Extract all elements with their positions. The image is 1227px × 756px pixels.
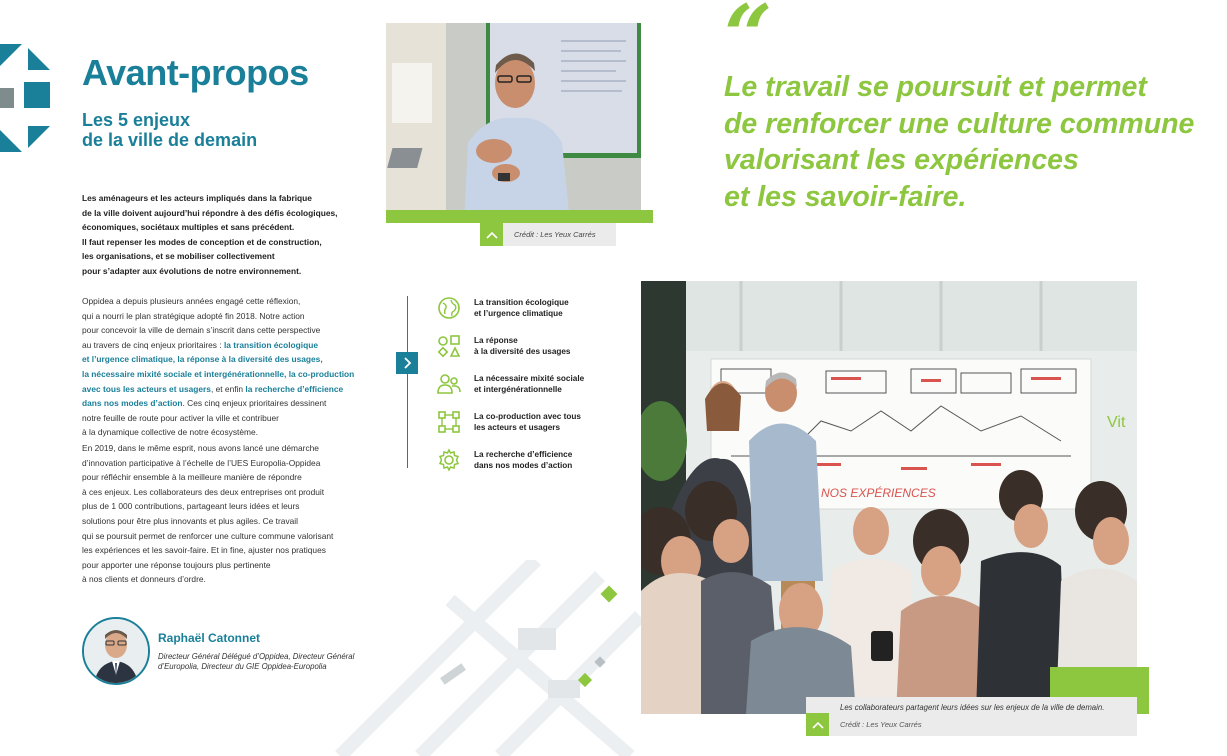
highlight-text: et l’urgence climatique — [82, 354, 173, 365]
issues-arrow-button[interactable] — [396, 352, 418, 374]
pull-quote — [724, 69, 1194, 215]
quote-line: valorisant les expériences — [724, 144, 1079, 177]
body-line — [82, 382, 382, 397]
body-text: , et enfin — [210, 383, 246, 394]
body-line: solutions pour être plus innovants et plus agiles. Ce travail — [82, 515, 299, 526]
issue-label: La transition écologique et l’urgence climatique — [474, 298, 569, 318]
separator-text: , — [284, 368, 289, 379]
shapes-icon — [436, 333, 462, 359]
issues-vertical-line — [407, 296, 408, 468]
intro-line: pour s’adapter aux évolutions de notre environnement. — [82, 265, 302, 276]
highlight-text: la co-production — [288, 368, 355, 379]
subtitle-line-2: de la ville de demain — [82, 130, 258, 150]
globe-icon — [436, 295, 462, 321]
chevron-right-icon — [402, 357, 412, 369]
body-line: notre feuille de route pour activer la ville et contribuer — [82, 412, 279, 423]
quote-line: de renforcer une culture commune — [724, 107, 1195, 140]
photo1-credit: Crédit : Les Yeux Carrés — [514, 230, 596, 239]
gear-icon — [436, 447, 462, 473]
photo2-caption-box — [806, 697, 1137, 736]
body-line — [82, 396, 382, 411]
subtitle-line-1: Les 5 enjeux — [82, 110, 191, 130]
body-text: . Ces cinq enjeux prioritaires dessinent — [182, 398, 327, 409]
body-line: Oppidea a depuis plusieurs années engagé cette réflexion, — [82, 296, 301, 306]
green-accent-bar — [386, 210, 653, 223]
oppidea-logo-mark — [0, 42, 52, 154]
body-line: qui a nourri le plan stratégique adopté fin 2018. Notre action — [82, 310, 305, 321]
highlight-text: la recherche d’efficience — [245, 383, 344, 394]
highlight-text: dans nos modes d’action — [82, 398, 183, 409]
workshop-illustration — [641, 281, 1137, 714]
intro-line: les organisations, et se mobiliser collectivement — [82, 251, 275, 262]
author-role-line: Directeur Général Délégué d’Oppidea, Directeur Général — [158, 652, 355, 661]
photo1-credit-box — [480, 223, 616, 246]
body-line: à la dynamique collective de notre écosystème. — [82, 427, 258, 438]
issue-label: La recherche d’efficience dans nos modes d’action — [474, 450, 573, 470]
body-line: les expériences et les savoir-faire. Et in fine, ajuster nos pratiques — [82, 545, 326, 556]
photo2-caption: Les collaborateurs partagent leurs idées sur les enjeux de la ville de demain. — [840, 703, 1105, 712]
body-line: pour réfléchir ensemble à la meilleure manière de répondre — [82, 472, 302, 483]
intro-line: Il faut repenser les modes de conception et de construction, — [82, 236, 322, 247]
intro-paragraph — [82, 191, 382, 279]
quote-line: Le travail se poursuit et permet — [724, 71, 1147, 103]
highlight-text: avec tous les acteurs et usagers — [82, 383, 211, 394]
author-avatar — [82, 617, 150, 685]
issue-item — [436, 289, 606, 327]
intro-line: Les aménageurs et les acteurs impliqués dans la fabrique — [82, 193, 312, 203]
body-line: pour apporter une réponse toujours plus pertinente — [82, 559, 271, 570]
body-line — [82, 367, 382, 382]
separator-text: , — [320, 354, 323, 365]
quote-mark: “ — [724, 0, 773, 85]
issue-label: La co-production avec tous les acteurs et usagers — [474, 412, 581, 432]
speaker-photo — [386, 23, 641, 223]
body-paragraph-1 — [82, 294, 382, 440]
wall-text: Vit — [1107, 414, 1126, 431]
issue-item — [436, 327, 606, 365]
page-subtitle — [82, 110, 257, 150]
chevron-up-icon — [480, 223, 503, 246]
decorative-grid-pattern — [300, 560, 650, 756]
issue-item — [436, 441, 606, 479]
issue-label: La réponse à la diversité des usages — [474, 336, 571, 356]
body-line: d’innovation participative à l’échelle de l’UES Europolia-Oppidea — [82, 457, 321, 468]
separator-text: , — [172, 354, 178, 365]
body-line: pour concevoir la ville de demain s’inscrit dans cette perspective — [82, 325, 321, 336]
body-line — [82, 338, 382, 353]
speaker-illustration — [386, 23, 641, 223]
issues-list — [436, 289, 606, 479]
person-portrait-icon — [84, 619, 148, 683]
body-line: qui se poursuit permet de renforcer une culture commune valorisant — [82, 530, 334, 541]
author-name: Raphaël Catonnet — [158, 631, 261, 645]
issue-item — [436, 365, 606, 403]
author-role-line: d’Europolia, Directeur du GIE Oppidea-Europolia — [158, 662, 327, 671]
body-text: au travers de cinq enjeux prioritaires : — [82, 339, 224, 350]
body-line: à nos clients et donneurs d’ordre. — [82, 574, 206, 585]
intro-line: de la ville doivent aujourd’hui répondre à des défis écologiques, — [82, 207, 338, 218]
network-icon — [436, 409, 462, 435]
body-line: En 2019, dans le même esprit, nous avons lancé une démarche — [82, 443, 319, 453]
highlight-text: la nécessaire mixité sociale et intergénérationnelle — [82, 368, 285, 379]
intro-line: économiques, sociétaux multiples et sans précédent. — [82, 222, 295, 233]
body-line: à ces enjeux. Les collaborateurs des deux entreprises ont produit — [82, 486, 325, 497]
page-title: Avant-propos — [82, 52, 309, 93]
workshop-photo — [641, 281, 1137, 714]
issue-item — [436, 403, 606, 441]
people-icon — [436, 371, 462, 397]
issue-label: La nécessaire mixité sociale et intergénérationnelle — [474, 374, 585, 394]
board-text: NOS EXPÉRIENCES — [821, 486, 936, 500]
highlight-text: la réponse à la diversité des usages — [177, 354, 321, 365]
photo2-credit: Crédit : Les Yeux Carrés — [840, 720, 922, 729]
chevron-up-icon — [806, 713, 829, 736]
highlight-text: la transition écologique — [223, 339, 318, 350]
quote-line: et les savoir-faire. — [724, 180, 967, 213]
body-line — [82, 352, 382, 367]
body-line: plus de 1 000 contributions, partageant leurs idées et leurs — [82, 501, 300, 512]
